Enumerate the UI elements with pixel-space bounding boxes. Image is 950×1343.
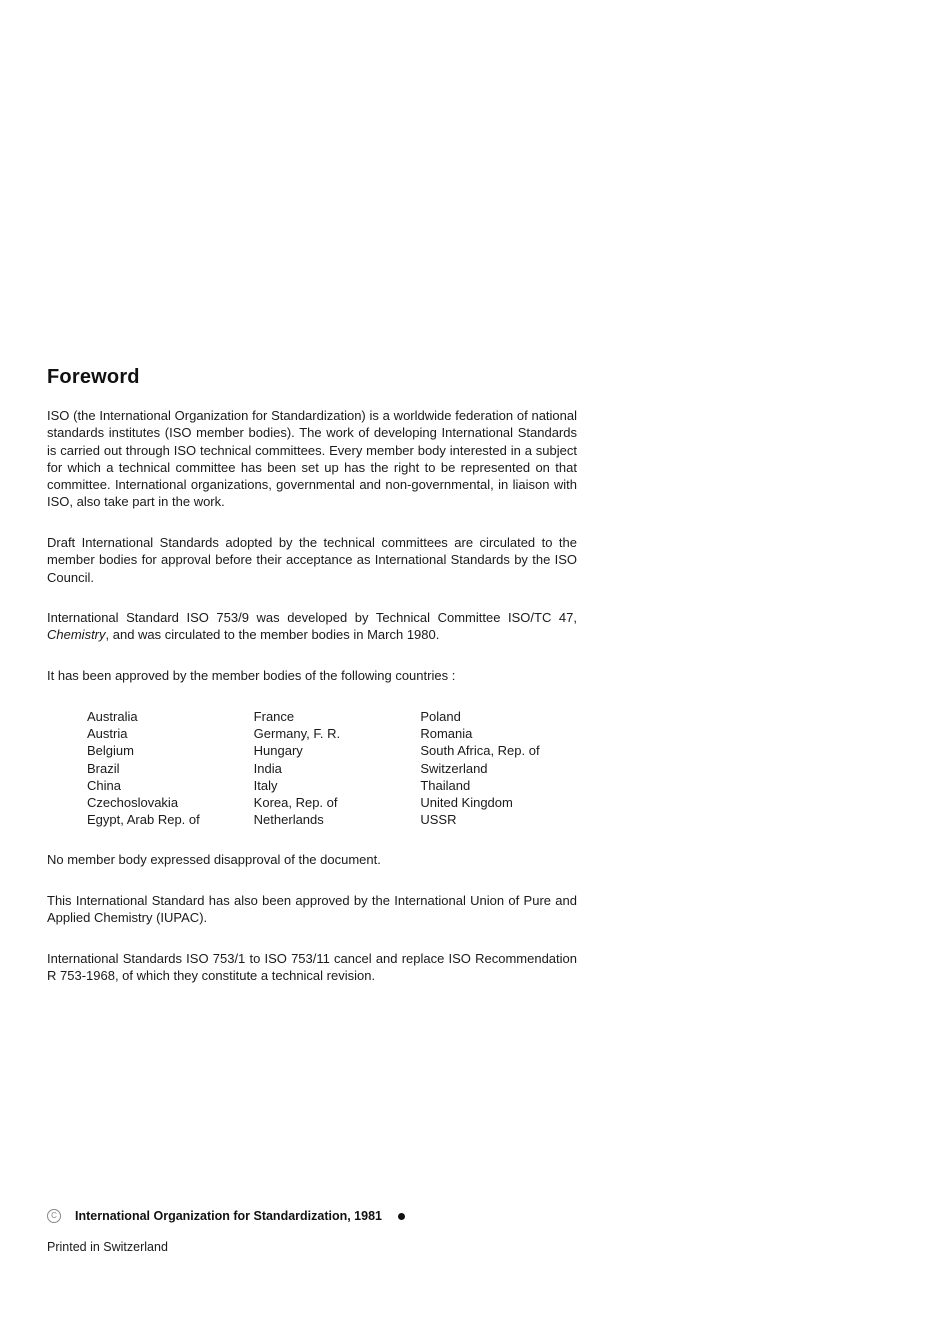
paragraph-iso-intro: ISO (the International Organization for Standardization) is a worldwide federation of national standards institutes (ISO member bodies). The work of developing International Standards is carried out through ISO technical committees. Every member body interested in a subject for which a technical committee has been set up has the right to be represented on that committee. International organizations, governmental and non-governmental, in liaison with ISO, also take part in the work. <box>47 408 577 510</box>
country-item: Belgium <box>87 743 134 759</box>
paragraph-no-disapproval: No member body expressed disapproval of the document. <box>47 852 381 867</box>
country-item: India <box>253 760 282 776</box>
country-item: Egypt, Arab Rep. of <box>87 812 200 828</box>
printed-in: Printed in Switzerland <box>47 1240 168 1254</box>
country-item: Czechoslovakia <box>87 795 179 811</box>
country-item: China <box>87 777 121 793</box>
country-item: Romania <box>420 726 473 742</box>
country-list <box>87 708 587 828</box>
country-item: United Kingdom <box>420 795 513 811</box>
copyright-line <box>47 1209 405 1223</box>
country-item: Germany, F. R. <box>253 726 341 742</box>
country-item: Australia <box>87 709 138 724</box>
country-item: Thailand <box>420 777 471 793</box>
development-text-1: International Standard ISO 753/9 was developed by Technical Committee ISO/TC 47, <box>47 610 577 625</box>
development-committee-name: Chemistry <box>47 627 106 643</box>
paragraph-draft-standards: Draft International Standards adopted by the technical committees are circulated to the member bodies for approval before their acceptance as International Standards by the ISO Council. <box>47 535 577 585</box>
copyright-text: International Organization for Standardization, 1981 <box>75 1209 382 1223</box>
country-column-2 <box>254 708 421 828</box>
country-item: Netherlands <box>253 812 324 828</box>
country-item: Italy <box>253 777 278 793</box>
country-item: Korea, Rep. of <box>253 795 338 811</box>
country-item: Brazil <box>87 760 120 776</box>
country-item: Hungary <box>253 743 303 759</box>
country-item: USSR <box>420 812 457 828</box>
copyright-icon: C <box>47 1209 61 1223</box>
country-item: South Africa, Rep. of <box>420 743 540 759</box>
bullet-icon <box>398 1213 405 1220</box>
country-item: Switzerland <box>420 760 488 776</box>
paragraph-development <box>47 609 577 644</box>
country-column-3 <box>420 708 587 828</box>
paragraph-approval: It has been approved by the member bodies of the following countries : <box>47 668 456 683</box>
development-text-2: , and was circulated to the member bodies in March 1980. <box>105 627 440 643</box>
country-item: France <box>253 709 295 724</box>
country-column-1 <box>87 708 254 828</box>
paragraph-replacement: International Standards ISO 753/1 to ISO 753/11 cancel and replace ISO Recommendation R 753-1968, of which they constitute a technical revision. <box>47 951 577 984</box>
country-item: Austria <box>87 726 128 742</box>
paragraph-iupac: This International Standard has also been approved by the International Union of Pure and Applied Chemistry (IUPAC). <box>47 893 577 926</box>
page-title: Foreword <box>47 366 140 388</box>
country-item: Poland <box>420 709 461 724</box>
